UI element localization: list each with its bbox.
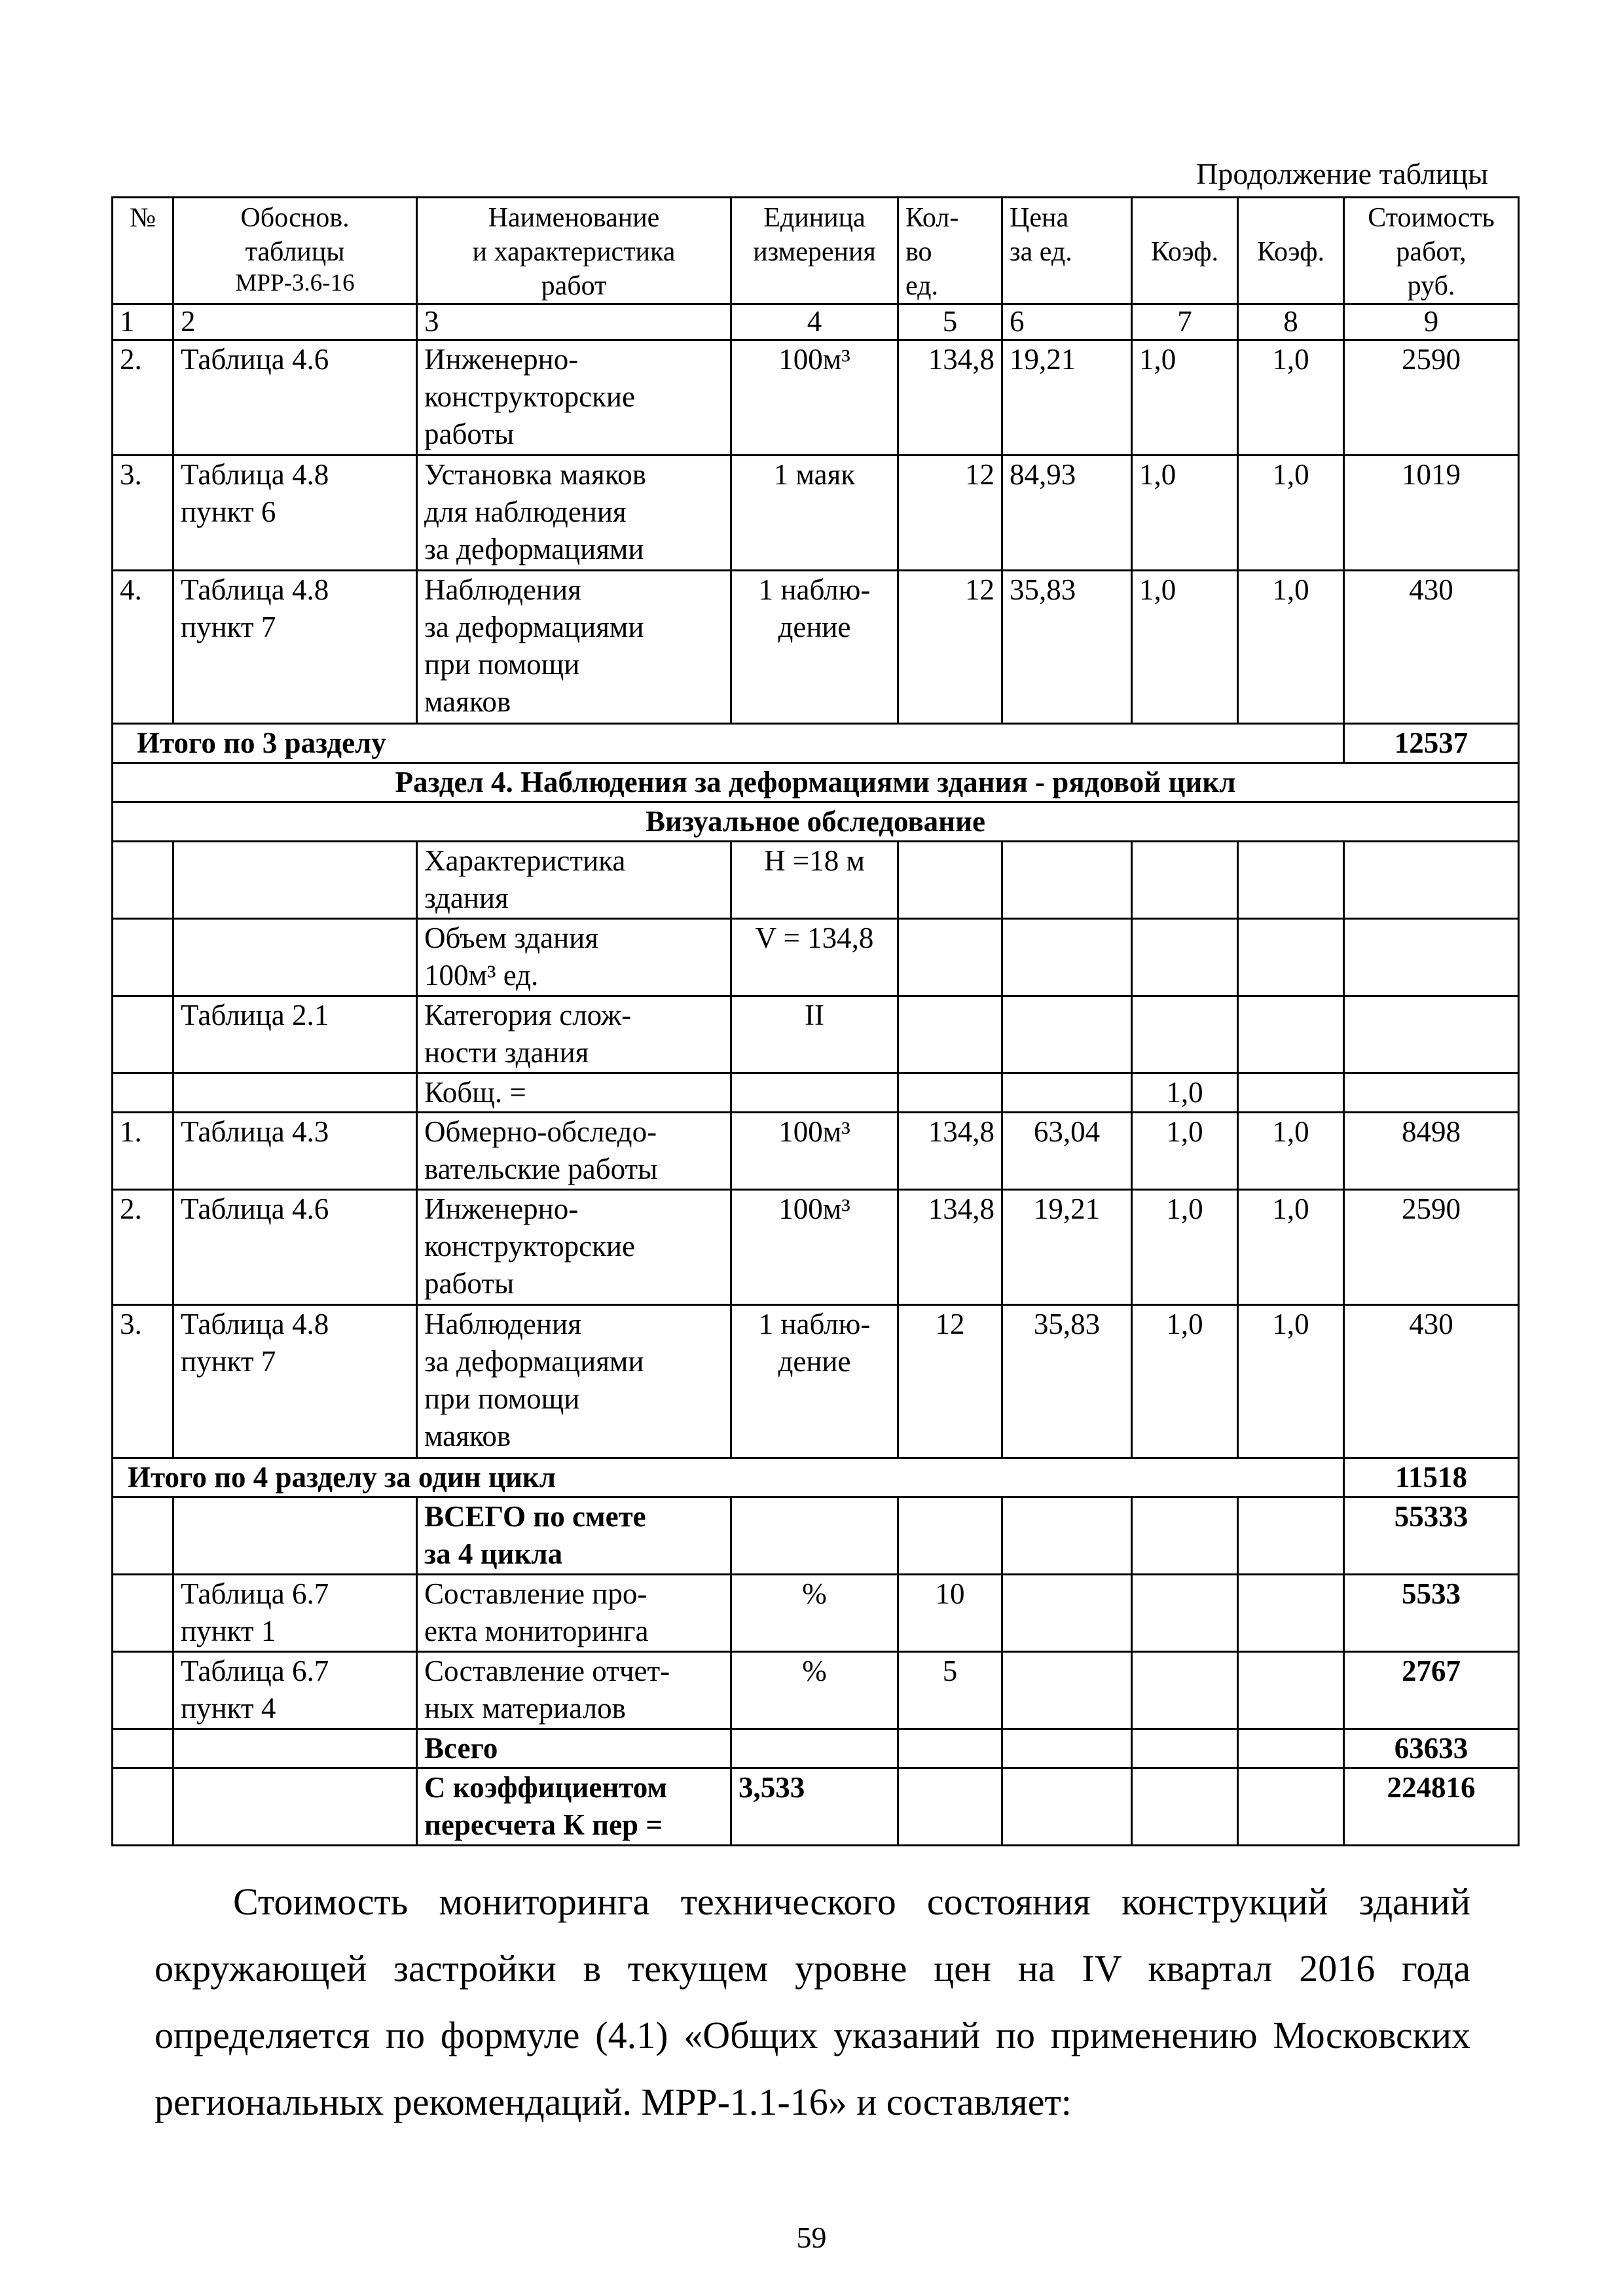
conversion-label: С коэффициентом пересчета К пер = — [417, 1768, 731, 1846]
empty-cell — [173, 1498, 417, 1575]
empty-cell — [113, 1498, 173, 1575]
table-continuation-caption: Продолжение таблицы — [1196, 157, 1488, 190]
empty-cell — [1002, 996, 1132, 1073]
section-4-title: Раздел 4. Наблюдения за деформациями здания - рядовой цикл — [113, 763, 1519, 802]
empty-cell — [898, 1073, 1002, 1113]
row-cost: 1019 — [1344, 456, 1519, 571]
row-unit: 100м³ — [731, 1190, 898, 1305]
empty-cell — [173, 1729, 417, 1768]
empty-cell — [173, 1768, 417, 1846]
row-unit: 100м³ — [731, 340, 898, 456]
info-row — [113, 919, 1519, 996]
row-unit: 1 маяк — [731, 456, 898, 571]
section-3-total-row — [113, 724, 1519, 763]
row-name: Наблюдения за деформациями при помощи маяков — [417, 571, 731, 724]
row-basis: Таблица 4.3 — [173, 1113, 417, 1190]
empty-cell — [1002, 1729, 1132, 1768]
header-basis-text: Обоснов. таблицы — [240, 203, 350, 267]
empty-cell — [1002, 919, 1132, 996]
project-qty: 10 — [898, 1575, 1002, 1652]
row-no: 1. — [113, 1113, 173, 1190]
empty-cell — [1002, 1073, 1132, 1113]
section-4-total-label: Итого по 4 разделу за один цикл — [113, 1458, 1344, 1498]
header-price: Цена за ед. — [1002, 198, 1132, 304]
info-coef — [1132, 919, 1238, 996]
row-qty: 12 — [898, 571, 1002, 724]
empty-cell — [898, 996, 1002, 1073]
row-name: Обмерно-обследо- вательские работы — [417, 1113, 731, 1190]
empty-cell — [1344, 919, 1519, 996]
row-qty: 134,8 — [898, 1113, 1002, 1190]
colnum-4: 4 — [731, 304, 898, 340]
report-basis: Таблица 6.7 пункт 4 — [173, 1652, 417, 1729]
row-qty: 12 — [898, 456, 1002, 571]
info-row — [113, 1073, 1519, 1113]
header-basis — [173, 198, 417, 304]
section-4-total-value: 11518 — [1344, 1458, 1519, 1498]
empty-cell — [898, 1498, 1002, 1575]
empty-cell — [1238, 1575, 1344, 1652]
colnum-8: 8 — [1238, 304, 1344, 340]
row-cost: 2590 — [1344, 1190, 1519, 1305]
empty-cell — [1002, 842, 1132, 919]
conversion-coef: 3,533 — [731, 1768, 898, 1846]
row-coef-2: 1,0 — [1238, 1113, 1344, 1190]
empty-cell — [1238, 919, 1344, 996]
row-coef-2: 1,0 — [1238, 456, 1344, 571]
project-name: Составление про- екта мониторинга — [417, 1575, 731, 1652]
row-price: 63,04 — [1002, 1113, 1132, 1190]
info-coef: 1,0 — [1132, 1073, 1238, 1113]
empty-cell — [113, 842, 173, 919]
paragraph-line: региональных рекомендаций. МРР-1.1-16» и составляет: — [155, 2081, 1072, 2123]
visual-inspection-title: Визуальное обследование — [113, 802, 1519, 842]
row-no: 2. — [113, 340, 173, 456]
estimate-total-row — [113, 1498, 1519, 1575]
section-3-total-label: Итого по 3 разделу — [113, 724, 1344, 763]
empty-cell — [1132, 1729, 1238, 1768]
report-value: 2767 — [1344, 1652, 1519, 1729]
info-name: Характеристика здания — [417, 842, 731, 919]
empty-cell — [113, 1768, 173, 1846]
empty-cell — [1238, 1073, 1344, 1113]
empty-cell — [1344, 1073, 1519, 1113]
info-basis — [173, 1073, 417, 1113]
visual-inspection-title-row — [113, 802, 1519, 842]
empty-cell — [898, 1768, 1002, 1846]
row-coef-1: 1,0 — [1132, 571, 1238, 724]
row-coef-1: 1,0 — [1132, 1113, 1238, 1190]
row-coef-2: 1,0 — [1238, 340, 1344, 456]
conversion-value: 224816 — [1344, 1768, 1519, 1846]
row-qty: 134,8 — [898, 340, 1002, 456]
cost-estimate-table — [111, 196, 1520, 1846]
project-value: 5533 — [1344, 1575, 1519, 1652]
info-unit — [731, 1073, 898, 1113]
row-qty: 134,8 — [898, 1190, 1002, 1305]
grand-total-row — [113, 1729, 1519, 1768]
empty-cell — [113, 1073, 173, 1113]
grand-total-label: Всего — [417, 1729, 731, 1768]
empty-cell — [1002, 1498, 1132, 1575]
row-unit: 100м³ — [731, 1113, 898, 1190]
row-unit: 1 наблю- дение — [731, 1305, 898, 1458]
colnum-5: 5 — [898, 304, 1002, 340]
info-name: Объем здания 100м³ ед. — [417, 919, 731, 996]
project-basis: Таблица 6.7 пункт 1 — [173, 1575, 417, 1652]
empty-cell — [1002, 1575, 1132, 1652]
colnum-6: 6 — [1002, 304, 1132, 340]
column-number-row — [113, 304, 1519, 340]
row-no: 2. — [113, 1190, 173, 1305]
info-row — [113, 842, 1519, 919]
table-row — [113, 456, 1519, 571]
info-basis: Таблица 2.1 — [173, 996, 417, 1073]
conversion-row — [113, 1768, 1519, 1846]
row-name: Инженерно- конструкторские работы — [417, 1190, 731, 1305]
empty-cell — [731, 1729, 898, 1768]
info-row — [113, 996, 1519, 1073]
info-basis — [173, 842, 417, 919]
info-name: Категория слож- ности здания — [417, 996, 731, 1073]
empty-cell — [898, 919, 1002, 996]
project-row — [113, 1575, 1519, 1652]
paragraph-line: Стоимость мониторинга технического состояния конструкций зданий — [233, 1880, 1470, 1923]
section-3-total-value: 12537 — [1344, 724, 1519, 763]
report-name: Составление отчет- ных материалов — [417, 1652, 731, 1729]
estimate-total-label: ВСЕГО по смете за 4 цикла — [417, 1498, 731, 1575]
header-no: № — [113, 198, 173, 304]
row-coef-1: 1,0 — [1132, 1190, 1238, 1305]
row-name: Инженерно- конструкторские работы — [417, 340, 731, 456]
row-qty: 12 — [898, 1305, 1002, 1458]
row-coef-2: 1,0 — [1238, 1305, 1344, 1458]
empty-cell — [1344, 842, 1519, 919]
row-name: Установка маяков для наблюдения за деформациями — [417, 456, 731, 571]
row-basis: Таблица 4.8 пункт 6 — [173, 456, 417, 571]
header-qty: Кол- во ед. — [898, 198, 1002, 304]
row-coef-1: 1,0 — [1132, 1305, 1238, 1458]
colnum-7: 7 — [1132, 304, 1238, 340]
row-no: 3. — [113, 1305, 173, 1458]
estimate-total-value: 55333 — [1344, 1498, 1519, 1575]
empty-cell — [113, 1729, 173, 1768]
empty-cell — [1132, 1652, 1238, 1729]
row-no: 3. — [113, 456, 173, 571]
row-basis: Таблица 4.6 — [173, 1190, 417, 1305]
empty-cell — [1132, 1575, 1238, 1652]
empty-cell — [1238, 1652, 1344, 1729]
row-price: 35,83 — [1002, 571, 1132, 724]
paragraph-line: определяется по формуле (4.1) «Общих указаний по применению Московских — [155, 2014, 1470, 2056]
empty-cell — [731, 1498, 898, 1575]
row-coef-1: 1,0 — [1132, 456, 1238, 571]
header-coef-1: Коэф. — [1132, 198, 1238, 304]
table-header-row — [113, 198, 1519, 304]
row-coef-2: 1,0 — [1238, 1190, 1344, 1305]
row-basis: Таблица 4.8 пункт 7 — [173, 1305, 417, 1458]
page-number: 59 — [796, 2221, 827, 2254]
row-price: 84,93 — [1002, 456, 1132, 571]
colnum-1: 1 — [113, 304, 173, 340]
row-coef-2: 1,0 — [1238, 571, 1344, 724]
row-cost: 430 — [1344, 1305, 1519, 1458]
colnum-3: 3 — [417, 304, 731, 340]
table-row — [113, 340, 1519, 456]
row-cost: 8498 — [1344, 1113, 1519, 1190]
info-basis — [173, 919, 417, 996]
empty-cell — [113, 996, 173, 1073]
row-price: 35,83 — [1002, 1305, 1132, 1458]
row-price: 19,21 — [1002, 340, 1132, 456]
row-cost: 430 — [1344, 571, 1519, 724]
empty-cell — [1002, 1652, 1132, 1729]
header-coef-2: Коэф. — [1238, 198, 1344, 304]
section-4-total-row — [113, 1458, 1519, 1498]
header-basis-sub: МРР-3.6-16 — [235, 270, 355, 296]
empty-cell — [1238, 1768, 1344, 1846]
body-paragraph — [155, 1869, 1470, 2136]
header-name: Наименование и характеристика работ — [417, 198, 731, 304]
empty-cell — [1344, 996, 1519, 1073]
row-basis: Таблица 4.6 — [173, 340, 417, 456]
row-unit: 1 наблю- дение — [731, 571, 898, 724]
table-row — [113, 1190, 1519, 1305]
empty-cell — [1132, 1768, 1238, 1846]
empty-cell — [1132, 1498, 1238, 1575]
project-unit: % — [731, 1575, 898, 1652]
colnum-2: 2 — [173, 304, 417, 340]
empty-cell — [1238, 996, 1344, 1073]
grand-total-value: 63633 — [1344, 1729, 1519, 1768]
report-qty: 5 — [898, 1652, 1002, 1729]
row-basis: Таблица 4.8 пункт 7 — [173, 571, 417, 724]
info-unit: Н =18 м — [731, 842, 898, 919]
header-unit: Единица измерения — [731, 198, 898, 304]
paragraph-line: окружающей застройки в текущем уровне цен на IV квартал 2016 года — [155, 1947, 1470, 1990]
row-name: Наблюдения за деформациями при помощи маяков — [417, 1305, 731, 1458]
row-price: 19,21 — [1002, 1190, 1132, 1305]
empty-cell — [1002, 1768, 1132, 1846]
table-row — [113, 1113, 1519, 1190]
empty-cell — [898, 1729, 1002, 1768]
info-coef — [1132, 842, 1238, 919]
info-name: Кобщ. = — [417, 1073, 731, 1113]
empty-cell — [113, 1652, 173, 1729]
table-row — [113, 1305, 1519, 1458]
empty-cell — [1238, 842, 1344, 919]
info-coef — [1132, 996, 1238, 1073]
info-unit: V = 134,8 — [731, 919, 898, 996]
section-4-title-row — [113, 763, 1519, 802]
colnum-9: 9 — [1344, 304, 1519, 340]
report-row — [113, 1652, 1519, 1729]
info-unit: II — [731, 996, 898, 1073]
header-cost: Стоимость работ, руб. — [1344, 198, 1519, 304]
empty-cell — [898, 842, 1002, 919]
table-row — [113, 571, 1519, 724]
row-cost: 2590 — [1344, 340, 1519, 456]
row-coef-1: 1,0 — [1132, 340, 1238, 456]
empty-cell — [1238, 1498, 1344, 1575]
empty-cell — [1238, 1729, 1344, 1768]
row-no: 4. — [113, 571, 173, 724]
report-unit: % — [731, 1652, 898, 1729]
empty-cell — [113, 919, 173, 996]
empty-cell — [113, 1575, 173, 1652]
